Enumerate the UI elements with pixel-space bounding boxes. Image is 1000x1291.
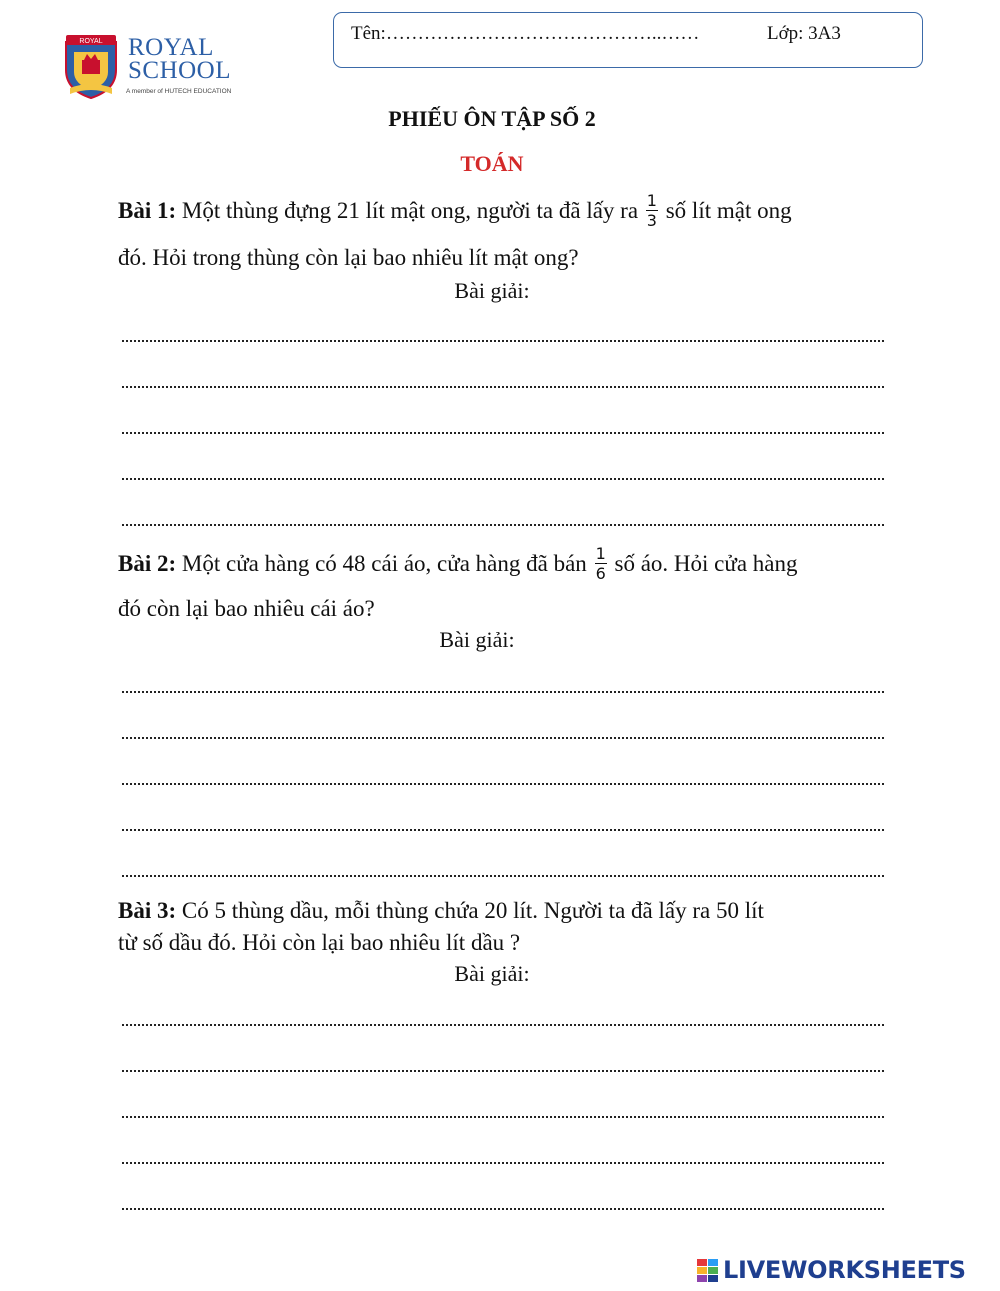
liveworksheets-icon xyxy=(697,1259,719,1283)
question-2-label: Bài 2: xyxy=(118,550,177,576)
fraction-numerator: 1 xyxy=(646,191,657,210)
school-logo xyxy=(62,30,242,102)
question-3-line-2: từ số dầu đó. Hỏi còn lại bao nhiêu lít dầu ? xyxy=(118,930,521,955)
question-2-text: Một cửa hàng có 48 cái áo, cửa hàng đã bán xyxy=(176,550,593,576)
answer-line[interactable] xyxy=(122,432,884,434)
solution-label-3: Bài giải: xyxy=(454,961,530,986)
svg-text:ROYAL: ROYAL xyxy=(79,38,103,45)
fraction-denominator: 6 xyxy=(595,564,606,583)
logo-line-royal: ROYAL xyxy=(128,34,214,61)
answer-line[interactable] xyxy=(122,478,884,480)
solution-label-2: Bài giải: xyxy=(439,627,515,652)
fraction-numerator: 1 xyxy=(595,544,606,563)
answer-line[interactable] xyxy=(122,829,884,831)
answer-line[interactable] xyxy=(122,875,884,877)
logo-tagline: A member of HUTECH EDUCATION xyxy=(126,88,232,95)
question-2-text-after: số áo. Hỏi cửa hàng xyxy=(608,550,798,576)
question-3-text: Có 5 thùng dầu, mỗi thùng chứa 20 lít. Người ta đã lấy ra 50 lít xyxy=(176,898,764,923)
shield-icon xyxy=(62,32,120,100)
logo-line-school: SCHOOL xyxy=(128,57,232,84)
answer-line[interactable] xyxy=(122,1116,884,1118)
fraction-denominator: 3 xyxy=(646,211,657,230)
answer-line[interactable] xyxy=(122,524,884,526)
fraction xyxy=(595,544,607,583)
answer-line[interactable] xyxy=(122,737,884,739)
answer-line[interactable] xyxy=(122,340,884,342)
student-info-box xyxy=(333,12,923,68)
question-2-line-2: đó còn lại bao nhiêu cái áo? xyxy=(118,596,375,621)
question-1-text-after: số lít mật ong xyxy=(659,197,792,223)
liveworksheets-wordmark: LIVEWORKSHEETS xyxy=(723,1256,966,1284)
worksheet-title: PHIẾU ÔN TẬP SỐ 2 xyxy=(388,106,596,131)
answer-line[interactable] xyxy=(122,691,884,693)
answer-line[interactable] xyxy=(122,386,884,388)
student-name-field[interactable]: Tên:……………………………………..…… xyxy=(351,23,700,44)
solution-label-1: Bài giải: xyxy=(454,278,530,303)
question-1-line-2: đó. Hỏi trong thùng còn lại bao nhiêu lít mật ong? xyxy=(118,245,579,270)
answer-line[interactable] xyxy=(122,783,884,785)
question-1-label: Bài 1: xyxy=(118,197,177,223)
logo-wordmark xyxy=(128,36,231,82)
liveworksheets-brand xyxy=(697,1256,997,1286)
answer-line[interactable] xyxy=(122,1070,884,1072)
class-label: Lớp: 3A3 xyxy=(767,23,841,44)
answer-line[interactable] xyxy=(122,1162,884,1164)
question-1-text: Một thùng đựng 21 lít mật ong, người ta đã lấy ra xyxy=(176,197,644,223)
fraction xyxy=(646,191,658,230)
answer-line[interactable] xyxy=(122,1024,884,1026)
answer-line[interactable] xyxy=(122,1208,884,1210)
question-3-label: Bài 3: xyxy=(118,898,177,923)
subject-title: TOÁN xyxy=(460,151,524,176)
